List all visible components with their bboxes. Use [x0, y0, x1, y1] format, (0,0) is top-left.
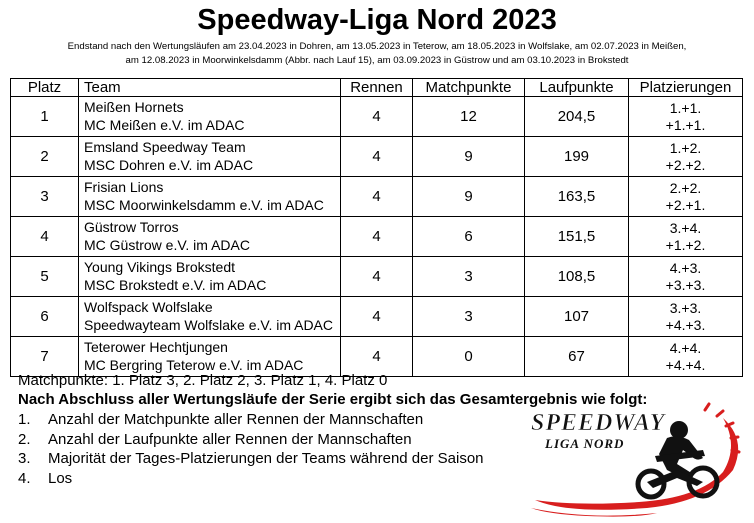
logo-word-speedway: SPEEDWAY: [531, 410, 666, 436]
cell-team: [79, 257, 341, 297]
cell-platzierungen: [629, 297, 743, 337]
table-row: [11, 297, 743, 337]
cell-laufpunkte: 204,5: [525, 97, 629, 137]
team-club: MC Bergring Teterow e.V. im ADAC: [84, 357, 304, 373]
team-name: Teterower Hechtjungen: [84, 339, 228, 355]
cell-platzierungen: [629, 217, 743, 257]
cell-platz: 3: [11, 177, 79, 217]
placement-line-1: 4.+4.: [669, 339, 702, 356]
rules-heading: Nach Abschluss aller Wertungsläufe der Serie ergibt sich das Gesamtergebnis wie folgt:: [18, 391, 648, 408]
cell-matchpunkte: 3: [413, 297, 525, 337]
cell-team: [79, 97, 341, 137]
cell-rennen: 4: [341, 297, 413, 337]
cell-team: [79, 137, 341, 177]
table-row: [11, 137, 743, 177]
placement-line-2: +2.+2.: [665, 156, 706, 173]
cell-platz: 2: [11, 137, 79, 177]
cell-platzierungen: [629, 137, 743, 177]
placement-line-2: +4.+3.: [665, 316, 706, 333]
team-club: MSC Brokstedt e.V. im ADAC: [84, 277, 267, 293]
subtitle-line-1: Endstand nach den Wertungsläufen am 23.04.2023 in Dohren, am 13.05.2023 in Teterow, am 18.05.2023 in Wolfslake, am 02.07.2023 in Meißen,: [67, 41, 687, 52]
placement-line-2: +1.+1.: [665, 116, 706, 133]
table-row: [11, 177, 743, 217]
cell-matchpunkte: 3: [413, 257, 525, 297]
team-name: Frisian Lions: [84, 179, 164, 195]
cell-rennen: 4: [341, 217, 413, 257]
subtitle: [6, 40, 748, 68]
logo-word-liga-nord: LIGA NORD: [545, 436, 625, 451]
rule-number: 4.: [18, 469, 31, 487]
placement-line-1: 4.+3.: [669, 259, 702, 276]
cell-platz: 4: [11, 217, 79, 257]
placement-line-2: +1.+2.: [665, 236, 706, 253]
cell-matchpunkte: 9: [413, 177, 525, 217]
team-club: MC Meißen e.V. im ADAC: [84, 117, 245, 133]
list-item: [18, 430, 484, 450]
placement-line-1: 2.+2.: [669, 179, 702, 196]
subtitle-line-2: am 12.08.2023 in Moorwinkelsdamm (Abbr. nach Lauf 15), am 03.09.2023 in Güstrow und am 03.10.2023 in Brokstedt: [125, 55, 629, 66]
cell-laufpunkte: 67: [525, 337, 629, 377]
placement-line-2: +2.+1.: [665, 196, 706, 213]
placement-line-1: 3.+3.: [669, 299, 702, 316]
cell-platz: 5: [11, 257, 79, 297]
matchpunkte-legend: Matchpunkte: 1. Platz 3, 2. Platz 2, 3. Platz 1, 4. Platz 0: [18, 372, 388, 389]
team-name: Emsland Speedway Team: [84, 139, 246, 155]
cell-platz: 1: [11, 97, 79, 137]
standings-table: [10, 78, 743, 377]
cell-platzierungen: [629, 257, 743, 297]
header-platz: Platz: [11, 79, 79, 97]
cell-platz: 6: [11, 297, 79, 337]
placement-line-2: +3.+3.: [665, 276, 706, 293]
cell-platzierungen: [629, 337, 743, 377]
cell-rennen: 4: [341, 137, 413, 177]
placement-line-1: 1.+1.: [669, 99, 702, 116]
table-row: [11, 97, 743, 137]
cell-laufpunkte: 199: [525, 137, 629, 177]
placement-line-1: 1.+2.: [669, 139, 702, 156]
rule-text: Anzahl der Laufpunkte aller Rennen der Mannschaften: [48, 430, 412, 448]
table-row: [11, 257, 743, 297]
speedway-liga-nord-logo: [527, 400, 747, 518]
list-item: [18, 449, 484, 469]
team-club: MSC Moorwinkelsdamm e.V. im ADAC: [84, 197, 324, 213]
header-laufpunkte: Laufpunkte: [525, 79, 629, 97]
list-item: [18, 469, 484, 489]
cell-matchpunkte: 0: [413, 337, 525, 377]
header-matchpunkte: Matchpunkte: [413, 79, 525, 97]
rule-text: Anzahl der Matchpunkte aller Rennen der Mannschaften: [48, 411, 424, 428]
header-platzierungen: Platzierungen: [629, 79, 743, 97]
team-name: Güstrow Torros: [84, 219, 179, 235]
header-rennen: Rennen: [341, 79, 413, 97]
rule-text: Los: [48, 469, 73, 487]
page-title: Speedway-Liga Nord 2023: [197, 4, 557, 36]
table-row: [11, 337, 743, 377]
cell-rennen: 4: [341, 337, 413, 377]
cell-laufpunkte: 151,5: [525, 217, 629, 257]
rule-number: 2.: [18, 430, 31, 448]
cell-platzierungen: [629, 97, 743, 137]
cell-platzierungen: [629, 177, 743, 217]
rules-list: [18, 410, 484, 488]
rule-number: 3.: [18, 450, 31, 467]
list-item: [18, 410, 484, 430]
cell-matchpunkte: 12: [413, 97, 525, 137]
team-club: MC Güstrow e.V. im ADAC: [84, 237, 250, 253]
placement-line-1: 3.+4.: [669, 219, 702, 236]
cell-laufpunkte: 107: [525, 297, 629, 337]
cell-laufpunkte: 163,5: [525, 177, 629, 217]
cell-team: [79, 337, 341, 377]
team-name: Wolfspack Wolfslake: [84, 299, 213, 315]
rule-number: 1.: [18, 411, 31, 428]
team-club: Speedwayteam Wolfslake e.V. im ADAC: [84, 317, 334, 333]
cell-matchpunkte: 6: [413, 217, 525, 257]
placement-line-2: +4.+4.: [665, 356, 706, 373]
cell-laufpunkte: 108,5: [525, 257, 629, 297]
cell-team: [79, 177, 341, 217]
header-team: Team: [79, 79, 341, 97]
cell-team: [79, 217, 341, 257]
cell-rennen: 4: [341, 257, 413, 297]
team-club: MSC Dohren e.V. im ADAC: [84, 157, 254, 173]
cell-rennen: 4: [341, 177, 413, 217]
cell-team: [79, 297, 341, 337]
cell-platz: 7: [11, 337, 79, 377]
cell-rennen: 4: [341, 97, 413, 137]
team-name: Meißen Hornets: [84, 99, 184, 115]
table-header-row: [11, 79, 743, 97]
rule-text: Majorität der Tages-Platzierungen der Teams während der Saison: [48, 450, 484, 467]
cell-matchpunkte: 9: [413, 137, 525, 177]
table-row: [11, 217, 743, 257]
team-name: Young Vikings Brokstedt: [84, 259, 235, 275]
